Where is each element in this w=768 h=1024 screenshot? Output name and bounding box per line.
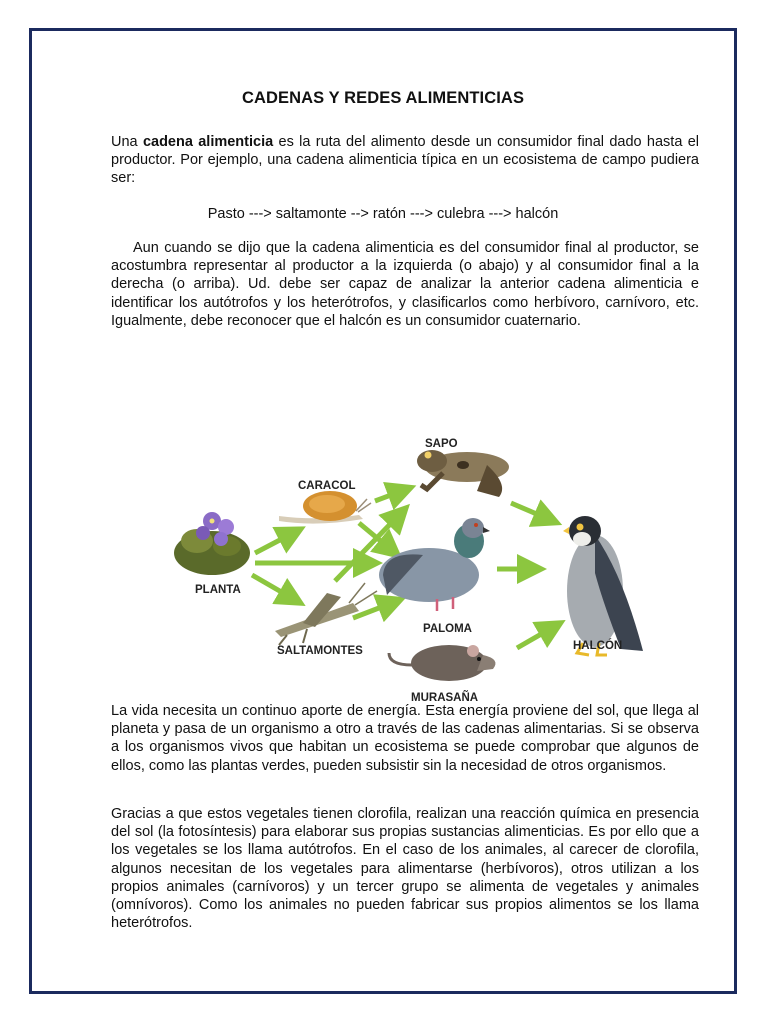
arrow-sapo-halcon	[511, 503, 553, 521]
arrow-caracol-sapo	[375, 489, 407, 501]
intro-rest: es la ruta del alimento desde un consumidor final dado hasta el productor. Por ejemplo, una cadena alimenticia típica en un ecosistema de campo pudiera ser:	[111, 134, 699, 187]
falcon-illustration	[563, 516, 643, 655]
label-sapo: SAPO	[425, 438, 458, 450]
paragraph-2	[111, 239, 699, 330]
label-planta: PLANTA	[195, 584, 241, 596]
pigeon-illustration	[379, 518, 490, 611]
snail-illustration	[279, 491, 371, 524]
intro-prefix: Una	[111, 134, 143, 150]
label-murasana: MURASAÑA	[411, 692, 479, 704]
shrew-illustration	[389, 645, 495, 681]
label-caracol: CARACOL	[298, 480, 356, 492]
paragraph-4: Gracias a que estos vegetales tienen clorofila, realizan una reacción química en presencia del sol (la fotosíntesis) para elaborar sus propias sustancias alimenticias. Es por ello que a los vegetales se los llama autótrofos. En el caso de los animales, al carecer de clorofila, algunos necesitan de los vegetales para alimentarse (herbívoros), otros utilizan a los propios animales (carnívoros) y un tercer grupo se alimenta de vegetales y animales (omnívoros). Como los animales no pueden fabricar sus propios alimentos se los llama heterótrofos.	[111, 806, 699, 932]
arrow-planta-saltamontes	[252, 575, 297, 601]
document-title: CADENAS Y REDES ALIMENTICIAS	[241, 89, 525, 107]
food-web-diagram	[127, 403, 647, 709]
paragraph-3: La vida necesita un continuo aporte de energía. Esta energía proviene del sol, que llega al planeta y pasa de un organismo a otro a través de las cadenas alimentarias. Si se observa a los organismos vivos que habitan un ecosistema se puede comprobar que algunos de ellos, como las plantas verdes, pueden subsistir sin la necesidad de otros organismos.	[111, 703, 699, 774]
frog-illustration	[417, 450, 509, 497]
chain-example: Pasto ---> saltamonte --> ratón ---> culebra ---> halcón	[207, 206, 559, 222]
paragraph-2-text: Aun cuando se dijo que la cadena alimenticia es del consumidor final al productor, se acostumbra representar al productor a la izquierda (o abajo) y al consumidor final a la derecha (o arriba). Ud. debe ser capaz de analizar la anterior cadena alimenticia e identificar los autótrofos y los heterótrofos, y clasificarlos como herbívoro, carnívoro, etc. Igualmente, debe reconocer que el halcón es un consumidor cuaternario.	[111, 240, 699, 329]
arrow-planta-caracol	[255, 531, 297, 553]
label-paloma: PALOMA	[423, 623, 472, 635]
intro-paragraph	[111, 133, 699, 188]
arrow-saltamontes-paloma	[353, 601, 397, 618]
document-page	[29, 28, 737, 994]
arrow-murasana-halcon	[517, 625, 557, 648]
label-saltamontes: SALTAMONTES	[277, 645, 363, 657]
label-halcon: HALCÓN	[573, 640, 623, 652]
intro-term: cadena alimenticia	[142, 134, 274, 150]
plant-illustration	[174, 512, 250, 575]
